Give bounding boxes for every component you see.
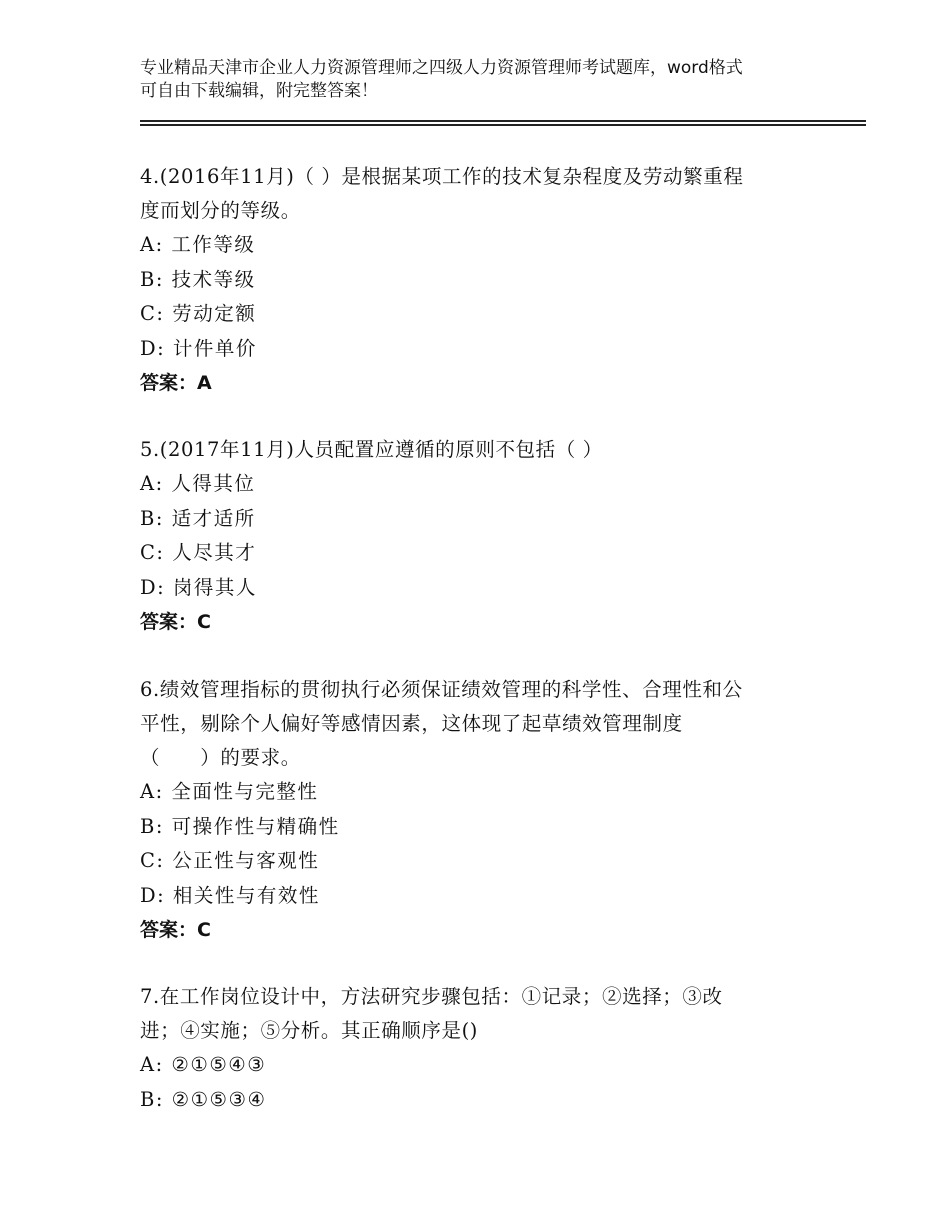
option-c: C: 劳动定额 (140, 302, 257, 325)
header-rule-bottom (140, 124, 866, 126)
stem-line: 7.在工作岗位设计中，方法研究步骤包括：①记录；②选择；③改 (140, 985, 723, 1008)
header-rule-top (140, 120, 866, 122)
option-b: B: 可操作性与精确性 (140, 814, 340, 838)
stem-line: 5.(2017年11月)人员配置应遵循的原则不包括（ ） (140, 438, 603, 461)
answer: 答案：A (140, 372, 212, 394)
option-b: B: 适才适所 (140, 506, 256, 530)
option-a: A: ②①⑤④③ (140, 1053, 267, 1076)
question-stem (140, 673, 810, 775)
question-stem (140, 980, 810, 1048)
question-5 (140, 433, 810, 639)
stem-line: 4.(2016年11月)（ ）是根据某项工作的技术复杂程度及劳动繁重程 (140, 165, 744, 188)
question-6 (140, 673, 810, 947)
header-line-2: 可自由下载编辑，附完整答案！ (140, 81, 378, 101)
option-d: D: 岗得其人 (140, 575, 257, 599)
document-header (140, 57, 840, 103)
option-c: C: 公正性与客观性 (140, 849, 320, 872)
option-a: A: 工作等级 (140, 233, 256, 256)
answer: 答案：C (140, 611, 211, 633)
stem-line: （ ）的要求。 (140, 746, 301, 769)
question-stem (140, 433, 810, 467)
option-a: A: 人得其位 (140, 472, 256, 495)
stem-line: 度而划分的等级。 (140, 199, 301, 222)
question-7 (140, 980, 810, 1117)
stem-line: 平性，剔除个人偏好等感情因素，这体现了起草绩效管理制度 (140, 712, 683, 735)
option-c: C: 人尽其才 (140, 541, 257, 564)
option-b: B: ②①⑤③④ (140, 1087, 267, 1111)
option-b: B: 技术等级 (140, 267, 256, 291)
answer: 答案：C (140, 919, 211, 941)
option-d: D: 计件单价 (140, 336, 257, 360)
header-line-1: 专业精品天津市企业人力资源管理师之四级人力资源管理师考试题库，word格式 (140, 58, 743, 78)
stem-line: 6.绩效管理指标的贯彻执行必须保证绩效管理的科学性、合理性和公 (140, 678, 743, 701)
stem-line: 进；④实施；⑤分析。其正确顺序是() (140, 1019, 479, 1042)
question-stem (140, 160, 810, 228)
option-d: D: 相关性与有效性 (140, 883, 320, 907)
question-4 (140, 160, 810, 400)
option-a: A: 全面性与完整性 (140, 780, 319, 803)
